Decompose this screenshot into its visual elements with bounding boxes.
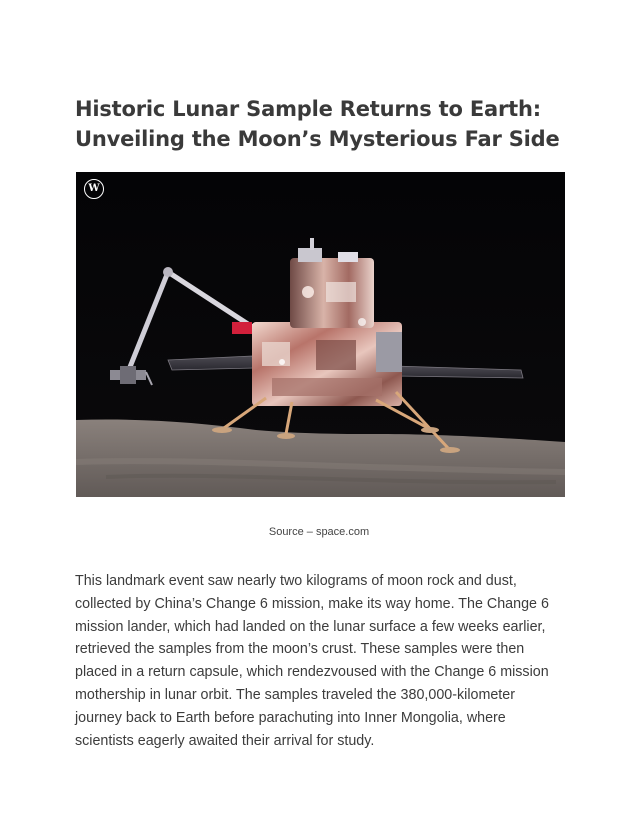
flag (232, 322, 252, 334)
lunar-lander-photo (76, 172, 565, 497)
lunar-lander-image (76, 172, 565, 497)
watermark-logo-icon: W (84, 179, 104, 199)
image-caption: Source – space.com (268, 526, 370, 538)
article-title: Historic Lunar Sample Returns to Earth: Unveiling the Moon’s Mysterious Far Side (75, 97, 560, 151)
article-body: This landmark event saw nearly two kilograms of moon rock and dust, collected by China’s Change 6 mission, make its way home. The Change 6 mission lander, which had landed on the lunar surface a few weeks earlier, retrieved the samples from the moon’s crust. These samples were then placed in a return capsule, which rendezvoused with the Change 6 mission mothership in lunar orbit. The samples traveled the 380,000-kilometer journey back to Earth before parachuting into Inner Mongolia, where scientists eagerly awaited their arrival for study. (75, 573, 549, 749)
